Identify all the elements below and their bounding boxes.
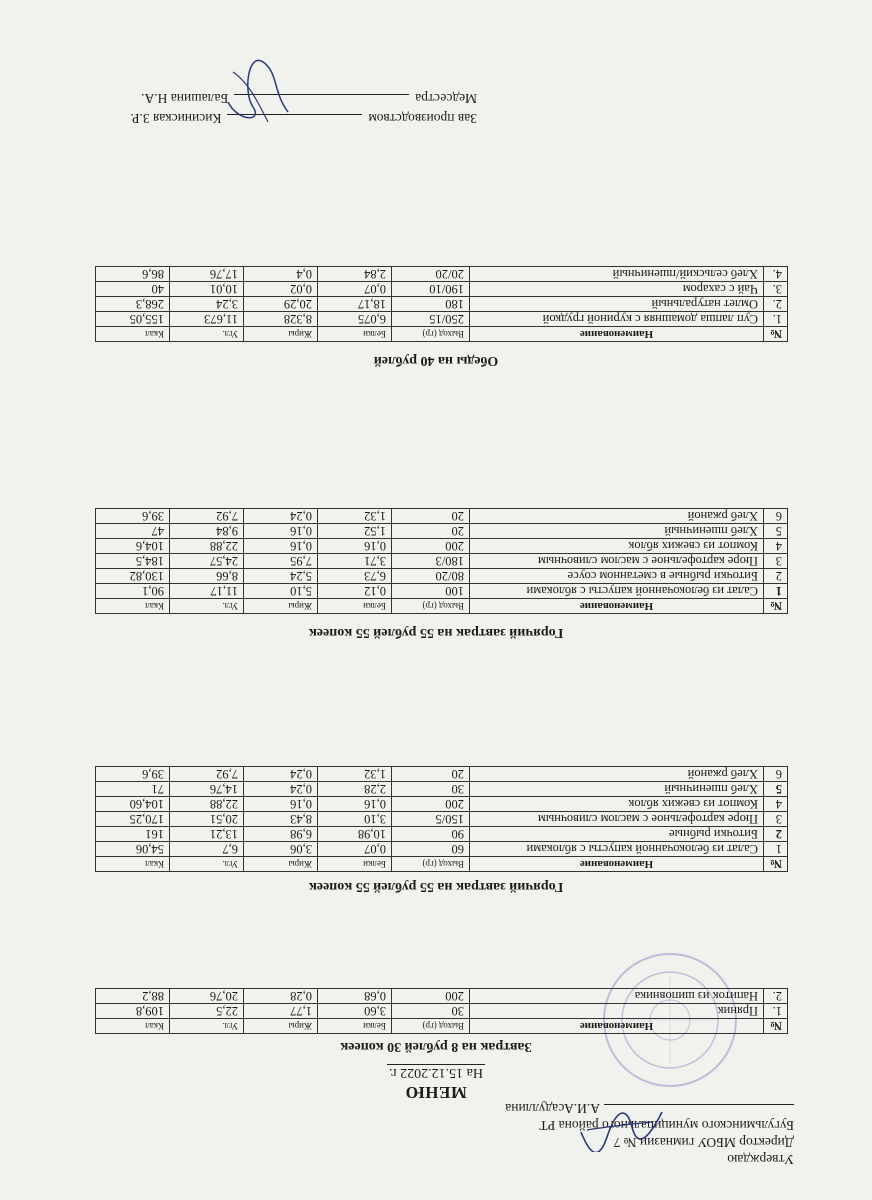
nurse-name: Балашина Н.А. bbox=[141, 91, 229, 106]
table-row bbox=[96, 812, 788, 827]
footer-signatures bbox=[218, 52, 298, 132]
cell-kcal: 155,05 bbox=[96, 312, 170, 327]
cell-carbs: 11,673 bbox=[170, 312, 244, 327]
col-protein: Белки bbox=[318, 857, 392, 872]
cell-num: 1. bbox=[764, 312, 788, 327]
table-row bbox=[96, 827, 788, 842]
cell-carbs: 7,92 bbox=[170, 509, 244, 524]
cell-kcal: 268,3 bbox=[96, 297, 170, 312]
cell-output: 180 bbox=[392, 297, 470, 312]
cell-output: 20 bbox=[392, 524, 470, 539]
cell-fat: 0,16 bbox=[244, 539, 318, 554]
cell-fat: 6,98 bbox=[244, 827, 318, 842]
cell-name: Салат из белокочанной капусты с яблоками bbox=[470, 842, 764, 857]
cell-kcal: 40 bbox=[96, 282, 170, 297]
cell-name: Биточки рыбные в сметанном соусе bbox=[470, 569, 764, 584]
cell-carbs: 22,88 bbox=[170, 539, 244, 554]
director-signature bbox=[577, 1102, 667, 1152]
cell-name: Пряник bbox=[470, 1004, 764, 1019]
col-fat: Жиры bbox=[244, 327, 318, 342]
table-row bbox=[96, 842, 788, 857]
cell-kcal: 109,8 bbox=[96, 1004, 170, 1019]
col-kcal: Ккал bbox=[96, 327, 170, 342]
table-row bbox=[96, 267, 788, 282]
cell-fat: 3,06 bbox=[244, 842, 318, 857]
cell-num: 2 bbox=[764, 827, 788, 842]
cell-carbs: 6,7 bbox=[170, 842, 244, 857]
cell-carbs: 17,76 bbox=[170, 267, 244, 282]
cell-name: Салат из белокочанной капусты с яблоками bbox=[470, 584, 764, 599]
cell-carbs: 14,76 bbox=[170, 782, 244, 797]
cell-name: Чай с сахаром bbox=[470, 282, 764, 297]
table-row bbox=[96, 554, 788, 569]
col-output: Выход (гр) bbox=[392, 599, 470, 614]
cell-output: 90 bbox=[392, 827, 470, 842]
cell-protein: 6,075 bbox=[318, 312, 392, 327]
col-output: Выход (гр) bbox=[392, 857, 470, 872]
cell-carbs: 3,24 bbox=[170, 297, 244, 312]
table-row bbox=[96, 297, 788, 312]
table-row bbox=[96, 989, 788, 1004]
cell-fat: 5,10 bbox=[244, 584, 318, 599]
cell-fat: 0,24 bbox=[244, 767, 318, 782]
cell-kcal: 47 bbox=[96, 524, 170, 539]
cell-protein: 1,32 bbox=[318, 509, 392, 524]
cell-carbs: 22,88 bbox=[170, 797, 244, 812]
cell-kcal: 39,6 bbox=[96, 509, 170, 524]
cell-protein: 1,52 bbox=[318, 524, 392, 539]
cell-protein: 0,12 bbox=[318, 584, 392, 599]
cell-name: Хлеб пшеничный bbox=[470, 782, 764, 797]
cell-num: 5 bbox=[764, 524, 788, 539]
col-output: Выход (гр) bbox=[392, 327, 470, 342]
table-row bbox=[96, 584, 788, 599]
cell-carbs: 7,92 bbox=[170, 767, 244, 782]
cell-output: 200 bbox=[392, 797, 470, 812]
cell-name: Пюре картофельное с маслом сливочным bbox=[470, 554, 764, 569]
approval-signer: А.И.Асадуллина bbox=[505, 1101, 600, 1116]
cell-output: 20/20 bbox=[392, 267, 470, 282]
cell-fat: 0,16 bbox=[244, 797, 318, 812]
table-row bbox=[96, 767, 788, 782]
cell-protein: 2,84 bbox=[318, 267, 392, 282]
cell-protein: 3,71 bbox=[318, 554, 392, 569]
cell-kcal: 104,60 bbox=[96, 797, 170, 812]
cell-num: 5 bbox=[764, 782, 788, 797]
cell-fat: 8,328 bbox=[244, 312, 318, 327]
cell-carbs: 20,76 bbox=[170, 989, 244, 1004]
cell-name: Омлет натуральный bbox=[470, 297, 764, 312]
table-hot-breakfast-2 bbox=[95, 508, 788, 614]
cell-num: 3 bbox=[764, 812, 788, 827]
cell-fat: 0,4 bbox=[244, 267, 318, 282]
cell-fat: 0,28 bbox=[244, 989, 318, 1004]
cell-output: 20 bbox=[392, 767, 470, 782]
cell-fat: 0,16 bbox=[244, 524, 318, 539]
cell-num: 1 bbox=[764, 842, 788, 857]
cell-kcal: 86,6 bbox=[96, 267, 170, 282]
cell-fat: 20,29 bbox=[244, 297, 318, 312]
cell-kcal: 170,25 bbox=[96, 812, 170, 827]
cell-fat: 1,77 bbox=[244, 1004, 318, 1019]
cell-name: Хлеб ржаной bbox=[470, 509, 764, 524]
cell-output: 150/5 bbox=[392, 812, 470, 827]
cell-num: 1 bbox=[764, 584, 788, 599]
cell-protein: 6,73 bbox=[318, 569, 392, 584]
cell-output: 30 bbox=[392, 1004, 470, 1019]
table-row bbox=[96, 282, 788, 297]
cell-carbs: 22,5 bbox=[170, 1004, 244, 1019]
cell-carbs: 8,66 bbox=[170, 569, 244, 584]
menu-date bbox=[0, 1064, 872, 1080]
cell-num: 3. bbox=[764, 282, 788, 297]
cell-name: Пюре картофельное с маслом сливочным bbox=[470, 812, 764, 827]
cell-output: 30 bbox=[392, 782, 470, 797]
cell-carbs: 9,84 bbox=[170, 524, 244, 539]
cell-output: 250/15 bbox=[392, 312, 470, 327]
cell-protein: 0,16 bbox=[318, 539, 392, 554]
col-name: Наименование bbox=[470, 1019, 764, 1034]
col-protein: Белки bbox=[318, 599, 392, 614]
cell-num: 2 bbox=[764, 569, 788, 584]
cell-protein: 3,60 bbox=[318, 1004, 392, 1019]
approval-district: Бугульминского муниципального района РТ bbox=[539, 1118, 794, 1133]
cell-name: Хлеб сельский/пшеничный bbox=[470, 267, 764, 282]
cell-num: 4. bbox=[764, 267, 788, 282]
cell-num: 6 bbox=[764, 509, 788, 524]
table-row bbox=[96, 524, 788, 539]
cell-num: 6 bbox=[764, 767, 788, 782]
cell-kcal: 90,1 bbox=[96, 584, 170, 599]
cell-name: Хлеб пшеничный bbox=[470, 524, 764, 539]
col-fat: Жиры bbox=[244, 1019, 318, 1034]
section-title-breakfast: Завтрак на 8 рублей 30 копеек bbox=[340, 1039, 532, 1054]
cell-name: Компот из свежих яблок bbox=[470, 797, 764, 812]
cell-num: 2. bbox=[764, 989, 788, 1004]
cell-carbs: 11,17 bbox=[170, 584, 244, 599]
menu-title: МЕНЮ bbox=[405, 1083, 467, 1102]
cell-kcal: 130,82 bbox=[96, 569, 170, 584]
cell-fat: 0,24 bbox=[244, 782, 318, 797]
cell-protein: 1,32 bbox=[318, 767, 392, 782]
cell-protein: 3,10 bbox=[318, 812, 392, 827]
cell-output: 100 bbox=[392, 584, 470, 599]
cell-name: Хлеб ржаной bbox=[470, 767, 764, 782]
cell-protein: 18,17 bbox=[318, 297, 392, 312]
cell-fat: 7,95 bbox=[244, 554, 318, 569]
table-row bbox=[96, 797, 788, 812]
col-carbs: Угл. bbox=[170, 1019, 244, 1034]
cell-protein: 0,07 bbox=[318, 282, 392, 297]
section-title-hot-breakfast-1: Горячий завтрак на 55 рублей 55 копеек bbox=[308, 879, 564, 894]
cell-kcal: 39,6 bbox=[96, 767, 170, 782]
cell-kcal: 88,2 bbox=[96, 989, 170, 1004]
cell-fat: 0,02 bbox=[244, 282, 318, 297]
table-row bbox=[96, 782, 788, 797]
cell-output: 60 bbox=[392, 842, 470, 857]
col-name: Наименование bbox=[470, 327, 764, 342]
cell-output: 190/10 bbox=[392, 282, 470, 297]
cell-output: 200 bbox=[392, 989, 470, 1004]
cell-kcal: 161 bbox=[96, 827, 170, 842]
cell-protein: 2,28 bbox=[318, 782, 392, 797]
cell-protein: 0,16 bbox=[318, 797, 392, 812]
cell-num: 2. bbox=[764, 297, 788, 312]
cell-kcal: 54,06 bbox=[96, 842, 170, 857]
cell-carbs: 24,57 bbox=[170, 554, 244, 569]
cell-protein: 0,07 bbox=[318, 842, 392, 857]
cell-output: 80/20 bbox=[392, 569, 470, 584]
section-title-hot-breakfast-2: Горячий завтрак на 55 рублей 55 копеек bbox=[308, 625, 564, 640]
cell-num: 4 bbox=[764, 797, 788, 812]
table-breakfast bbox=[95, 988, 788, 1034]
col-carbs: Угл. bbox=[170, 599, 244, 614]
col-fat: Жиры bbox=[244, 857, 318, 872]
cell-num: 1. bbox=[764, 1004, 788, 1019]
table-row bbox=[96, 1004, 788, 1019]
col-carbs: Угл. bbox=[170, 327, 244, 342]
cell-fat: 0,24 bbox=[244, 509, 318, 524]
col-kcal: Ккал bbox=[96, 857, 170, 872]
table-row bbox=[96, 569, 788, 584]
col-num: № bbox=[764, 599, 788, 614]
cell-kcal: 184,5 bbox=[96, 554, 170, 569]
nurse-label: Медсестра bbox=[415, 91, 477, 106]
menu-date-text: На 15.12.2022 г. bbox=[389, 1065, 483, 1080]
col-num: № bbox=[764, 857, 788, 872]
cell-name: Биточки рыбные bbox=[470, 827, 764, 842]
cell-fat: 8,43 bbox=[244, 812, 318, 827]
table-hot-breakfast-1 bbox=[95, 766, 788, 872]
col-num: № bbox=[764, 1019, 788, 1034]
cell-num: 3 bbox=[764, 554, 788, 569]
col-name: Наименование bbox=[470, 857, 764, 872]
cell-kcal: 71 bbox=[96, 782, 170, 797]
col-protein: Белки bbox=[318, 327, 392, 342]
cell-name: Компот из свежих яблок bbox=[470, 539, 764, 554]
cell-output: 20 bbox=[392, 509, 470, 524]
approval-director: Директор МБОУ гимназии № 7 bbox=[613, 1135, 794, 1150]
cell-protein: 0,68 bbox=[318, 989, 392, 1004]
col-num: № bbox=[764, 327, 788, 342]
col-fat: Жиры bbox=[244, 599, 318, 614]
table-row bbox=[96, 312, 788, 327]
cell-carbs: 10,01 bbox=[170, 282, 244, 297]
col-output: Выход (гр) bbox=[392, 1019, 470, 1034]
section-title-lunch: Обеды на 40 рублей bbox=[373, 353, 499, 368]
cell-carbs: 13,21 bbox=[170, 827, 244, 842]
cell-kcal: 104,6 bbox=[96, 539, 170, 554]
cell-output: 180/3 bbox=[392, 554, 470, 569]
cell-name: Суп лапша домашняя с куриной грудкой bbox=[470, 312, 764, 327]
col-protein: Белки bbox=[318, 1019, 392, 1034]
table-row bbox=[96, 509, 788, 524]
table-lunch bbox=[95, 266, 788, 342]
cell-num: 4 bbox=[764, 539, 788, 554]
cell-carbs: 20,51 bbox=[170, 812, 244, 827]
cell-protein: 10,98 bbox=[318, 827, 392, 842]
cell-name: Напиток из шиповника bbox=[470, 989, 764, 1004]
production-name: Кисиниская З.Р. bbox=[130, 111, 222, 126]
cell-fat: 5,24 bbox=[244, 569, 318, 584]
approval-label: Утверждаю bbox=[727, 1152, 794, 1167]
col-name: Наименование bbox=[470, 599, 764, 614]
table-row bbox=[96, 539, 788, 554]
col-kcal: Ккал bbox=[96, 599, 170, 614]
col-carbs: Угл. bbox=[170, 857, 244, 872]
col-kcal: Ккал bbox=[96, 1019, 170, 1034]
cell-output: 200 bbox=[392, 539, 470, 554]
production-label: Зав производством bbox=[368, 111, 477, 126]
